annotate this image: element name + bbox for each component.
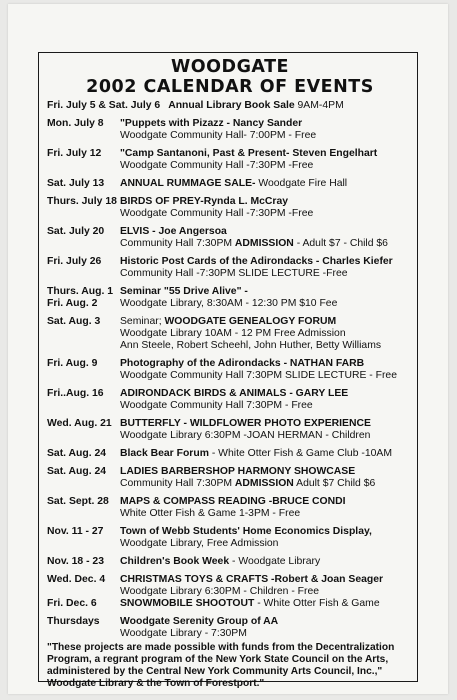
event-row — [47, 226, 413, 250]
event-row — [47, 556, 413, 568]
event-title: Seminar "55 Drive Alive" - — [120, 286, 248, 297]
event-detail: - White Otter Fish & Game — [257, 598, 380, 609]
event-detail: Woodgate Library, 8:30AM - 12:30 PM $10 Fee — [120, 298, 338, 309]
event-content — [120, 148, 413, 172]
event-row — [47, 574, 413, 598]
event-date: Wed. Dec. 4 — [47, 574, 106, 585]
event-title: Town of Webb Students' Home Economics Display, — [120, 526, 372, 537]
funding-credit-line: Program, a regrant program of the New York State Council on the Arts, — [47, 654, 389, 665]
event-title-prefix: Seminar; — [120, 316, 162, 327]
funding-credit-line: Woodgate Library & the Town of Forestport." — [47, 678, 265, 689]
header-title: 2002 CALENDAR OF EVENTS — [86, 76, 374, 97]
event-admission: ADMISSION — [234, 238, 294, 249]
event-content — [120, 358, 413, 382]
event-date: Fri. July 26 — [47, 256, 102, 267]
event-date-start: Thurs. Aug. 1 — [47, 286, 114, 297]
event-content — [120, 316, 413, 352]
event-content — [120, 118, 413, 142]
event-price: Adult $7 Child $6 — [296, 478, 376, 489]
event-date: Sat. Aug. 24 — [47, 448, 107, 459]
event-row — [47, 598, 413, 610]
event-date: Thursdays — [47, 616, 100, 627]
event-date: Sat. Sept. 28 — [47, 496, 109, 507]
event-title: CHRISTMAS TOYS & CRAFTS -Robert & Joan Seager — [120, 574, 384, 585]
event-detail: Woodgate Community Hall 7:30PM - Free — [120, 400, 313, 411]
event-detail: 9AM-4PM — [297, 100, 344, 111]
event-date: Mon. July 8 — [47, 118, 104, 129]
event-title: Children's Book Week — [120, 556, 230, 567]
event-content — [120, 286, 413, 310]
event-date: Nov. 18 - 23 — [47, 556, 104, 567]
event-date: Sat. Aug. 3 — [47, 316, 101, 327]
event-title: ADIRONDACK BIRDS & ANIMALS - GARY LEE — [120, 388, 349, 399]
event-title: BUTTERFLY - WILDFLOWER PHOTO EXPERIENCE — [120, 418, 371, 429]
event-content — [120, 178, 413, 190]
event-content — [120, 256, 413, 280]
event-title: WOODGATE GENEALOGY FORUM — [164, 316, 337, 327]
funding-credit-line: administered by the Central New York Community Arts Council, Inc.," — [47, 666, 383, 677]
event-detail: Woodgate Community Hall 7:30PM SLIDE LECTURE - Free — [120, 370, 397, 381]
event-detail: Woodgate Community Hall -7:30PM -Free — [120, 208, 314, 219]
header-town: WOODGATE — [170, 57, 290, 77]
event-content — [120, 496, 413, 520]
event-row — [47, 496, 413, 520]
event-date-end: Fri. Aug. 2 — [47, 298, 98, 309]
event-date: Sat. July 20 — [47, 226, 105, 237]
event-row — [47, 526, 413, 550]
event-content — [120, 598, 413, 610]
event-detail: Woodgate Library 6:30PM - Children - Free — [120, 586, 320, 597]
event-date: Wed. Aug. 21 — [47, 418, 112, 429]
event-content — [120, 574, 413, 598]
event-detail: - Woodgate Library — [232, 556, 321, 567]
event-date: Fri. July 12 — [47, 148, 102, 159]
event-date: Fri. Aug. 9 — [47, 358, 98, 369]
event-detail-venue: Community Hall 7:30PM — [120, 478, 233, 489]
event-title: "Camp Santanoni, Past & Present- Steven Engelhart — [120, 148, 378, 159]
event-date: Thurs. July 18 — [47, 196, 117, 207]
event-title: Woodgate Serenity Group of AA — [120, 616, 279, 627]
event-content — [120, 226, 413, 250]
event-row — [47, 316, 413, 352]
event-date: Sat. July 13 — [47, 178, 105, 189]
event-title: "Puppets with Pizazz - Nancy Sander — [120, 118, 303, 129]
event-title: SNOWMOBILE SHOOTOUT — [120, 598, 255, 609]
event-content — [164, 100, 413, 112]
event-admission: ADMISSION — [234, 478, 294, 489]
event-content — [120, 616, 413, 640]
event-detail: Woodgate Community Hall- 7:00PM - Free — [120, 130, 317, 141]
event-content — [120, 466, 413, 490]
event-content — [120, 388, 413, 412]
event-title: LADIES BARBERSHOP HARMONY SHOWCASE — [120, 466, 356, 477]
event-date: Fri. July 5 & Sat. July 6 — [47, 100, 161, 111]
event-content — [120, 418, 413, 442]
funding-credit — [47, 642, 413, 690]
event-row — [47, 388, 413, 412]
event-row — [47, 448, 413, 460]
event-speakers: Ann Steele, Robert Scheehl, John Huther, Betty Williams — [120, 340, 382, 351]
event-content — [120, 196, 413, 220]
event-price: - Adult $7 - Child $6 — [296, 238, 388, 249]
event-detail — [120, 478, 413, 490]
event-detail: Woodgate Library 6:30PM -JOAN HERMAN - Children — [120, 430, 371, 441]
event-title: MAPS & COMPASS READING -BRUCE CONDI — [120, 496, 346, 507]
event-date: Sat. Aug. 24 — [47, 466, 107, 477]
event-title: ELVIS - Joe Angersoa — [120, 226, 227, 237]
event-row — [47, 418, 413, 442]
event-row — [47, 466, 413, 490]
calendar-frame — [38, 52, 418, 689]
calendar-page — [8, 4, 448, 694]
event-date: Nov. 11 - 27 — [47, 526, 104, 537]
event-date: Fri. Dec. 6 — [47, 598, 97, 609]
event-detail: Woodgate Library, Free Admission — [120, 538, 279, 549]
event-title-line — [120, 316, 413, 328]
event-content — [120, 526, 413, 550]
event-detail-venue: Community Hall 7:30PM — [120, 238, 233, 249]
event-detail: Woodgate Library - 7:30PM — [120, 628, 247, 639]
event-row — [47, 286, 413, 310]
event-detail: Community Hall -7:30PM SLIDE LECTURE -Free — [120, 268, 348, 279]
event-detail: Woodgate Community Hall -7:30PM -Free — [120, 160, 314, 171]
funding-credit-line: "These projects are made possible with funds from the Decentralization — [47, 642, 395, 653]
event-row — [47, 118, 413, 142]
event-title: Annual Library Book Sale — [168, 100, 295, 111]
event-row — [47, 358, 413, 382]
event-date — [47, 286, 120, 310]
event-detail: White Otter Fish & Game 1-3PM - Free — [120, 508, 301, 519]
event-row — [47, 178, 413, 190]
event-date: Fri..Aug. 16 — [47, 388, 104, 399]
event-row — [47, 256, 413, 280]
event-detail: Woodgate Library 10AM - 12 PM Free Admission — [120, 328, 346, 339]
event-detail: Woodgate Fire Hall — [258, 178, 348, 189]
event-row — [47, 100, 413, 112]
event-title: ANNUAL RUMMAGE SALE- — [120, 178, 256, 189]
event-row — [47, 616, 413, 640]
event-title: Black Bear Forum — [120, 448, 209, 459]
event-title: Photography of the Adirondacks - NATHAN FARB — [120, 358, 365, 369]
event-row — [47, 196, 413, 220]
event-row — [47, 148, 413, 172]
event-title: Historic Post Cards of the Adirondacks - Charles Kiefer — [120, 256, 393, 267]
event-detail — [120, 238, 413, 250]
event-content — [120, 556, 413, 568]
event-detail: - White Otter Fish & Game Club -10AM — [211, 448, 392, 459]
event-content — [120, 448, 413, 460]
event-title: BIRDS OF PREY-Rynda L. McCray — [120, 196, 289, 207]
